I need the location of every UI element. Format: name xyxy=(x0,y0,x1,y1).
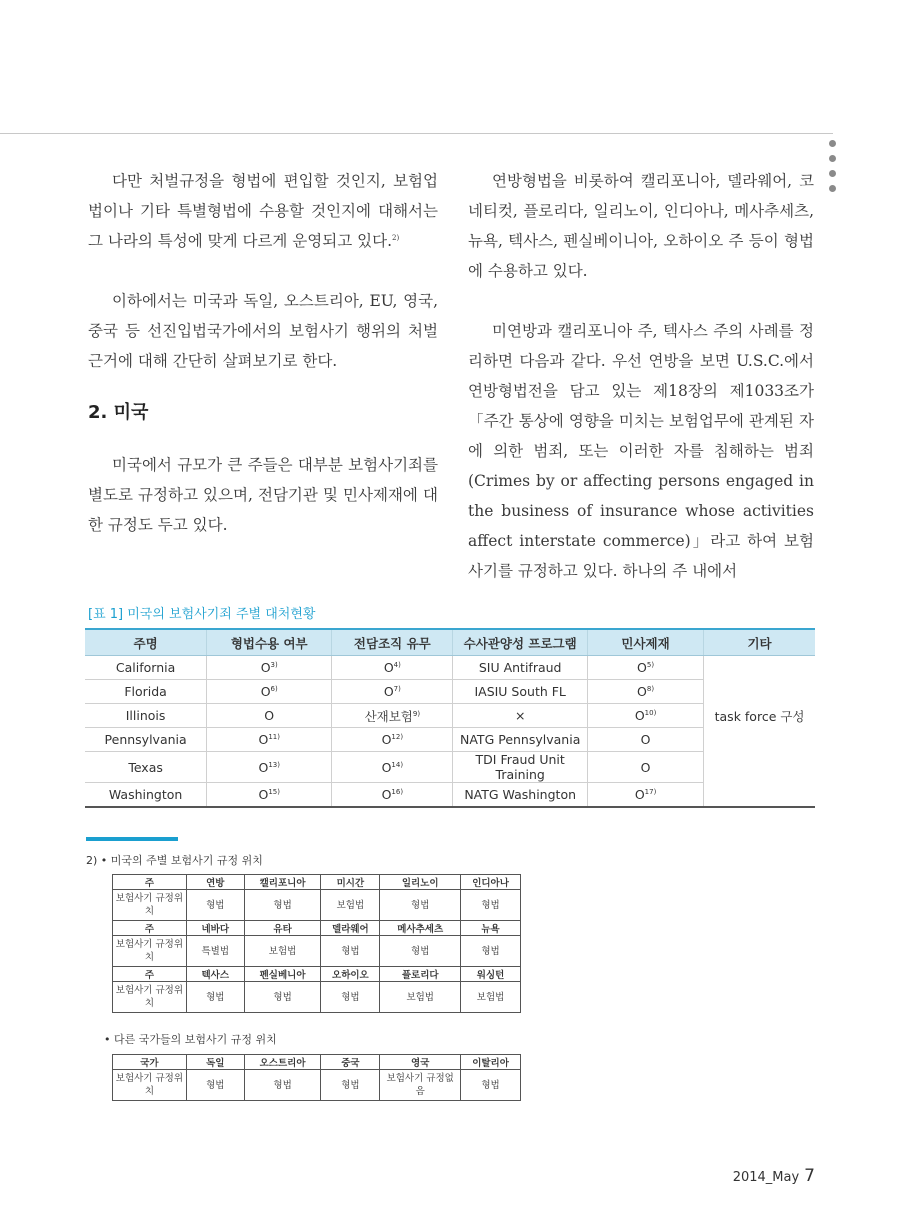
table-row: 주 네바다 유타 델라웨어 메사추세츠 뉴욕 xyxy=(113,921,521,936)
unit-cell: $O^{16)}$ xyxy=(332,783,453,808)
other-cell xyxy=(704,783,815,808)
unit-cell: $O^{14)}$ xyxy=(332,752,453,783)
decorative-dots xyxy=(829,140,839,200)
penal-cell: O xyxy=(207,704,332,728)
civil-cell: $O^{17)}$ xyxy=(587,783,703,808)
table-row: 주 텍사스 펜실베니아 오하이오 플로리다 워싱턴 xyxy=(113,967,521,982)
civil-cell: $O^{5)}$ xyxy=(587,656,703,680)
civil-cell: O xyxy=(587,728,703,752)
page-number: 7 xyxy=(804,1166,815,1186)
penal-cell: $O^{13)}$ xyxy=(207,752,332,783)
other-cell xyxy=(704,656,815,680)
table-row xyxy=(85,728,815,752)
state-cell: California xyxy=(85,656,207,680)
country-law-location-table xyxy=(112,1054,521,1101)
unit-cell: $O^{7)}$ xyxy=(332,680,453,704)
civil-cell: $O^{10)}$ xyxy=(587,704,703,728)
state-response-table xyxy=(85,628,815,808)
header-cell: 민사제재 xyxy=(587,629,703,656)
header-cell: 기타 xyxy=(704,629,815,656)
table-row: 보험사기 규정위치 형법 형법 보험법 형법 형법 xyxy=(113,890,521,921)
table-row: 보험사기 규정위치 특별법 보험법 형법 형법 형법 xyxy=(113,936,521,967)
unit-cell: $O^{4)}$ xyxy=(332,656,453,680)
table-row: 국가 독일 오스트리아 중국 영국 이탈리아 xyxy=(113,1055,521,1070)
table-caption: [표 1] 미국의 보험사기죄 주별 대처현황 xyxy=(88,607,316,622)
program-cell: SIU Antifraud xyxy=(453,656,588,680)
unit-cell: $O^{12)}$ xyxy=(332,728,453,752)
top-divider xyxy=(0,133,833,134)
table-row xyxy=(85,680,815,704)
paragraph: 다만 처벌규정을 형법에 편입할 것인지, 보험업법이나 기타 특별형법에 수용할 것인지에 대해서는 그 나라의 특성에 맞게 다르게 운영되고 있다.$^{2)}$ xyxy=(88,172,438,250)
other-cell: task force 구성 xyxy=(704,704,815,728)
civil-cell: O xyxy=(587,752,703,783)
us-law-location-table xyxy=(112,874,521,1013)
program-cell: NATG Pennsylvania xyxy=(453,728,588,752)
program-cell: NATG Washington xyxy=(453,783,588,808)
page-footer xyxy=(733,1166,815,1186)
header-cell: 주명 xyxy=(85,629,207,656)
footnote-title: 2) • 미국의 주별 보험사기 규정 위치 xyxy=(86,854,263,867)
right-column xyxy=(468,166,814,586)
state-cell: Washington xyxy=(85,783,207,808)
left-column xyxy=(88,166,438,540)
program-cell: × xyxy=(453,704,588,728)
state-cell: Texas xyxy=(85,752,207,783)
table-row: 보험사기 규정위치 형법 형법 형법 보험법 보험법 xyxy=(113,982,521,1013)
header-cell: 전담조직 유무 xyxy=(332,629,453,656)
table-row xyxy=(85,704,815,728)
paragraph: 미연방과 캘리포니아 주, 텍사스 주의 사례를 정리하면 다음과 같다. 우선 연방을 보면 U.S.C.에서 연방형법전을 담고 있는 제18장의 제1033조가 「주간 통상에 영향을 미치는 보험업무에 관계된 자에 의한 범죄, 또는 이러한 자를 침해하는 범죄(Crimes by or affecting persons engaged in the business of insurance whose activities affect interstate commerce)」라고 하여 보험사기를 규정하고 있다. 하나의 주 내에서 xyxy=(468,322,814,580)
penal-cell: $O^{3)}$ xyxy=(207,656,332,680)
program-cell: TDI Fraud Unit Training xyxy=(453,752,588,783)
table-row xyxy=(85,752,815,783)
table-row: 보험사기 규정위치 형법 형법 형법 보험사기 규정없음 형법 xyxy=(113,1070,521,1101)
table-row xyxy=(85,783,815,808)
paragraph: 미국에서 규모가 큰 주들은 대부분 보험사기죄를 별도로 규정하고 있으며, 전담기관 및 민사제재에 대한 규정도 두고 있다. xyxy=(88,456,438,534)
other-cell xyxy=(704,752,815,783)
program-cell: IASIU South FL xyxy=(453,680,588,704)
state-cell: Florida xyxy=(85,680,207,704)
header-cell: 형법수용 여부 xyxy=(207,629,332,656)
penal-cell: $O^{6)}$ xyxy=(207,680,332,704)
civil-cell: $O^{8)}$ xyxy=(587,680,703,704)
footnote-accent-bar xyxy=(86,837,178,841)
penal-cell: $O^{11)}$ xyxy=(207,728,332,752)
issue-label: 2014_May xyxy=(732,1170,800,1185)
other-cell xyxy=(704,728,815,752)
state-cell: Pennsylvania xyxy=(85,728,207,752)
table-header-row xyxy=(85,629,815,656)
penal-cell: $O^{15)}$ xyxy=(207,783,332,808)
paragraph: 연방형법을 비롯하여 캘리포니아, 델라웨어, 코네티컷, 플로리다, 일리노이, 인디아나, 메사추세츠, 뉴욕, 텍사스, 펜실베이니아, 오하이오 주 등이 형법에 수용하고 있다. xyxy=(468,172,814,280)
footnote-subtitle: • 다른 국가들의 보험사기 규정 위치 xyxy=(104,1033,277,1046)
unit-cell: 산재보험$^{9)}$ xyxy=(332,704,453,728)
table-row: 주 연방 캘리포니아 미시간 일리노이 인디아나 xyxy=(113,875,521,890)
paragraph: 이하에서는 미국과 독일, 오스트리아, EU, 영국, 중국 등 선진입법국가에서의 보험사기 행위의 처벌 근거에 대해 간단히 살펴보기로 한다. xyxy=(88,292,438,370)
header-cell: 수사관양성 프로그램 xyxy=(453,629,588,656)
other-cell xyxy=(704,680,815,704)
section-heading: 2. 미국 xyxy=(88,402,149,423)
state-cell: Illinois xyxy=(85,704,207,728)
table-row xyxy=(85,656,815,680)
